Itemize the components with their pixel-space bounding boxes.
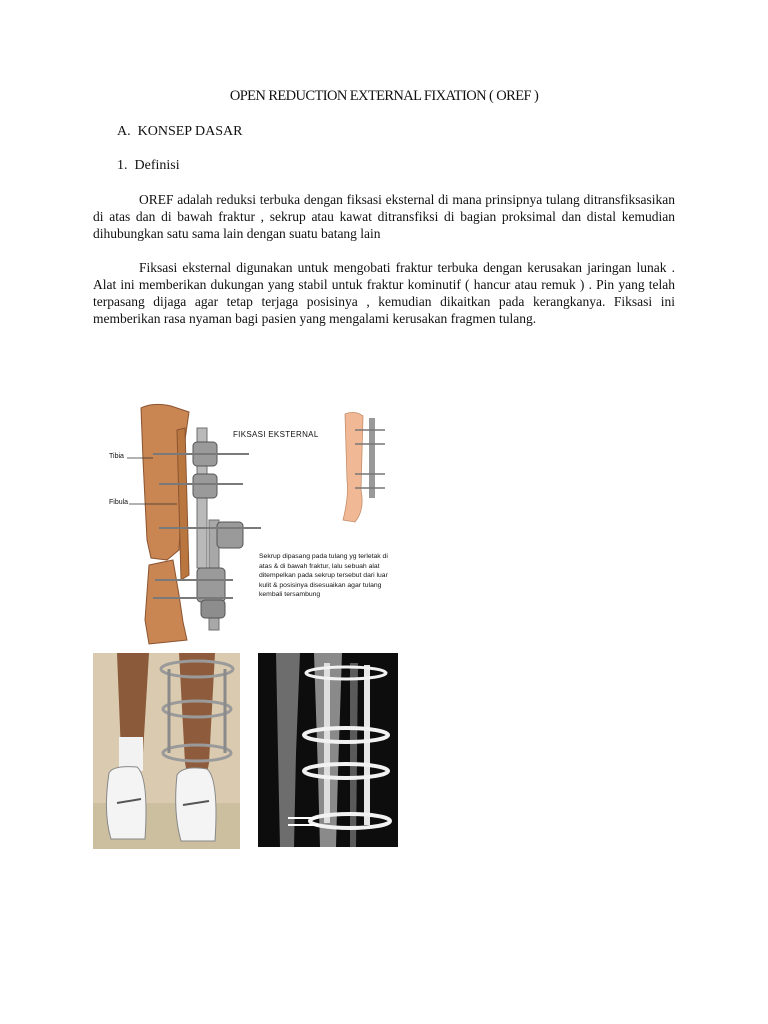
figure-external-fixation-diagram [93,400,428,650]
section-heading-konsep-dasar: A. KONSEP DASAR [117,124,243,139]
fixator-clamp-5 [201,600,225,618]
fixator-clamp-3 [217,522,243,548]
subsection-heading-definisi: 1. Definisi [117,158,180,173]
caption-line: atas & di bawah fraktur, lalu sebuah alat [259,562,380,570]
caption-line: kembali tersambung [259,591,321,599]
label-fiksasi-eksternal: FIKSASI EKSTERNAL [233,430,319,439]
caption-line: Sekrup dipasang pada tulang yg terletak di [259,553,388,560]
xray-image [258,653,398,847]
fixator-clamp-2 [193,474,217,498]
document-title: OPEN REDUCTION EXTERNAL FIXATION ( OREF ) [229,88,539,104]
paragraph-external-fixation: Fiksasi eksternal digunakan untuk mengobati fraktur terbuka dengan kerusakan jaringan lunak . Alat ini memberikan dukungan yang stabil untuk fraktur kominutif ( hancur atau remuk ) . Pin yang telah terpasang dijaga agar tetap terjaga posisinya , kemudian dikaitkan pada kerangkanya. Fiksasi ini memberikan rasa nyaman bagi pasien yang mengalami kerusakan fragmen tulang. [93,260,675,326]
figure-caption [259,552,429,600]
label-fibula: Fibula [109,499,129,506]
fixator-clamp-4 [197,568,225,602]
photo-leg-ring-fixator [93,653,240,849]
paragraph-definition: OREF adalah reduksi terbuka dengan fiksasi eksternal di mana prinsipnya tulang ditransfiksasikan di atas dan di bawah fraktur , sekrup atau kawat ditransfiksi di bagian proksimal dan distal kemudian dihubungkan satu sama lain dengan suatu batang lain [93,192,675,241]
label-tibia: Tibia [109,453,124,460]
caption-line: ditempelkan pada sekrup tersebut dari luar [259,572,388,580]
caption-line: kulit & posisinya disesuaikan agar tulang [259,581,382,589]
